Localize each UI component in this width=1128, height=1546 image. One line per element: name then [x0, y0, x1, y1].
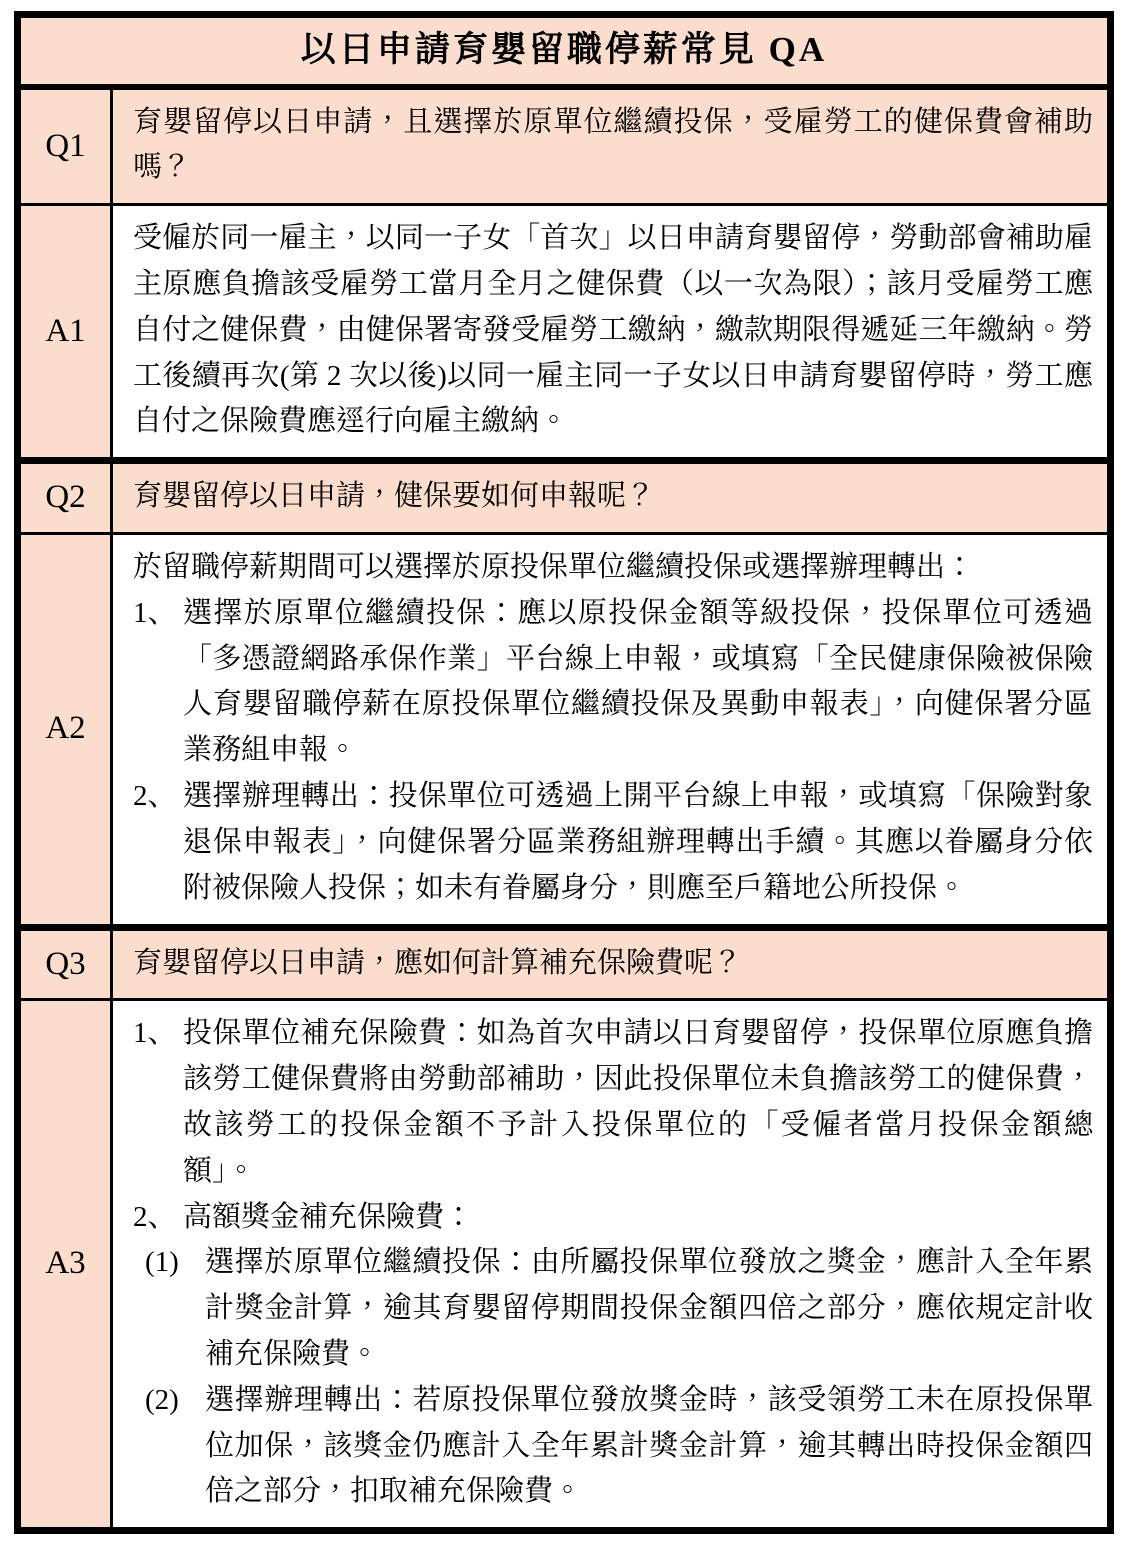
answer-label-a3: A3 [21, 1001, 113, 1527]
question-row-q1 [21, 90, 1107, 207]
qa-table [14, 11, 1114, 1534]
sub-list-item-text: 選擇辦理轉出：若原投保單位發放獎金時，該受領勞工未在原投保單位加保，該獎金仍應計入全年累計獎金計算，逾其轉出時投保金額四倍之部分，扣取補充保險費。 [205, 1383, 1093, 1508]
sub-list-marker: (2) [145, 1383, 179, 1416]
sub-list-item-2 [145, 1378, 1093, 1515]
page-title: 以日申請育嬰留職停薪常見 QA [300, 30, 828, 69]
question-text-q1: 育嬰留停以日申請，且選擇於原單位繼續投保，受雇勞工的健保費會補助嗎？ [113, 90, 1107, 204]
answer-row-a2 [21, 535, 1107, 931]
question-row-q2 [21, 464, 1107, 535]
sub-list-item-text: 選擇於原單位繼續投保：由所屬投保單位發放之獎金，應計入全年累計獎金計算，逾其育嬰留停期間投保金額四倍之部分，應依規定計收補充保險費。 [205, 1246, 1093, 1370]
answer-text-a1 [113, 206, 1107, 457]
list-item-2 [133, 774, 1093, 911]
answer-label-a1: A1 [21, 206, 113, 457]
list-marker: 1、 [133, 596, 177, 629]
question-label-q3: Q3 [21, 931, 113, 999]
list-item-1 [133, 1011, 1093, 1194]
list-item-1 [133, 591, 1093, 774]
answer-row-a3 [21, 1001, 1107, 1527]
answer-text-a2 [113, 535, 1107, 924]
question-text-q2: 育嬰留停以日申請，健保要如何申報呢？ [113, 464, 1107, 532]
sub-list-marker: (1) [145, 1246, 179, 1279]
question-text-q3: 育嬰留停以日申請，應如何計算補充保險費呢？ [113, 931, 1107, 999]
list-item-text: 選擇於原單位繼續投保：應以原投保金額等級投保，投保單位可透過「多憑證網路承保作業」平台線上申報，或填寫「全民健康保險被保險人育嬰留職停薪在原投保單位繼續投保及異動申報表」，向健保署分區業務組申報。 [183, 596, 1093, 767]
answer-text-a3 [113, 1001, 1107, 1527]
list-item-text: 投保單位補充保險費：如為首次申請以日育嬰留停，投保單位原應負擔該勞工健保費將由勞動部補助，因此投保單位未負擔該勞工的健保費，故該勞工的投保金額不予計入投保單位的「受僱者當月投保金額總額」。 [183, 1017, 1093, 1187]
sub-list-item-1 [145, 1240, 1093, 1377]
question-row-q3 [21, 931, 1107, 1002]
list-item-2 [133, 1195, 1093, 1241]
list-marker: 2、 [133, 780, 177, 813]
list-item-text: 選擇辦理轉出：投保單位可透過上開平台線上申報，或填寫「保險對象退保申報表」，向健保署分區業務組辦理轉出手續。其應以眷屬身分依附被保險人投保；如未有眷屬身分，則應至戶籍地公所投保。 [183, 780, 1093, 904]
question-label-q1: Q1 [21, 90, 113, 204]
title-row [21, 18, 1107, 90]
list-marker: 2、 [133, 1200, 177, 1233]
answer-label-a2: A2 [21, 535, 113, 924]
answer-intro: 於留職停薪期間可以選擇於原投保單位繼續投保或選擇辦理轉出： [133, 551, 975, 583]
question-label-q2: Q2 [21, 464, 113, 532]
answer-row-a1 [21, 206, 1107, 464]
answer-paragraph: 受僱於同一雇主，以同一子女「首次」以日申請育嬰留停，勞動部會補助雇主原應負擔該受雇勞工當月全月之健保費（以一次為限）；該月受雇勞工應自付之健保費，由健保署寄發受雇勞工繳納，繳款期限得遞延三年繳納。勞工後續再次(第 2 次以後)以同一雇主同一子女以日申請育嬰留停時，勞工應自付之保險費應逕行向雇主繳納。 [133, 222, 1093, 438]
list-marker: 1、 [133, 1017, 177, 1050]
list-item-text: 高額獎金補充保險費： [183, 1200, 474, 1233]
